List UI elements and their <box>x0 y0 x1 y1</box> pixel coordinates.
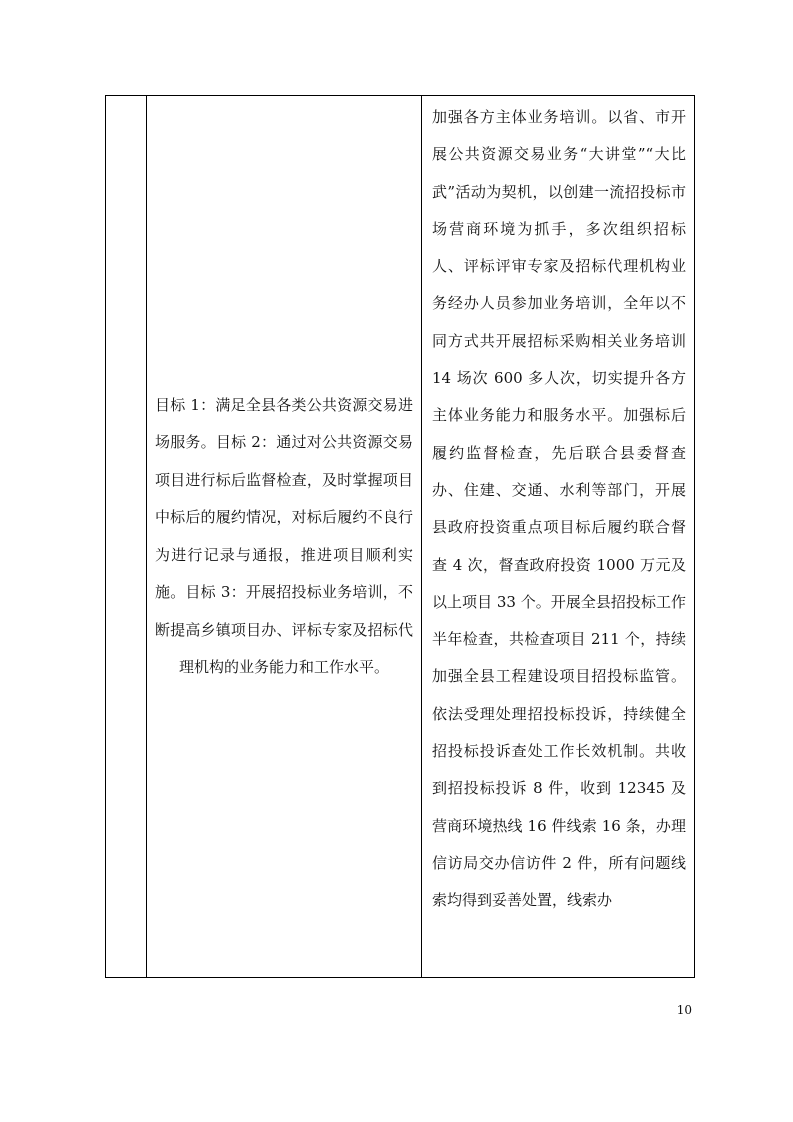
goals-text: 目标 1：满足全县各类公共资源交易进场服务。目标 2：通过对公共资源交易项目进行标后监督检查，及时掌握项目中标后的履约情况，对标后履约不良行为进行记录与通报，推进项目顺利实施。目标 3：开展招投标业务培训，不断提高乡镇项目办、评标专家及招标代理机构的业务能力和工作水平。 <box>155 395 413 676</box>
completion-cell <box>422 96 694 977</box>
performance-table <box>105 95 695 978</box>
page-number: 10 <box>676 1003 692 1017</box>
completion-text: 加强各方主体业务培训。以省、市开展公共资源交易业务“大讲堂”“大比武”活动为契机，以创建一流招投标市场营商环境为抓手，多次组织招标人、评标评审专家及招标代理机构业务经办人员参加业务培训，全年以不同方式共开展招标采购相关业务培训 14 场次 600 多人次，切实提升各方主体业务能力和服务水平。加强标后履约监督检查，先后联合县委督查办、住建、交通、水利等部门，开展县政府投资重点项目标后履约联合督查 4 次，督查政府投资 1000 万元及以上项目 33 个。开展全县招投标工作半年检查，共检查项目 211 个，持续加强全县工程建设项目招投标监管。依法受理处理招投标投诉，持续健全招投标投诉查处工作长效机制。共收到招投标投诉 8 件，收到 12345 及营商环境热线 16 件线索 16 条，办理信访局交办信访件 2 件，所有问题线索均得到妥善处置，线索办 <box>432 108 686 910</box>
goals-cell <box>147 96 421 977</box>
